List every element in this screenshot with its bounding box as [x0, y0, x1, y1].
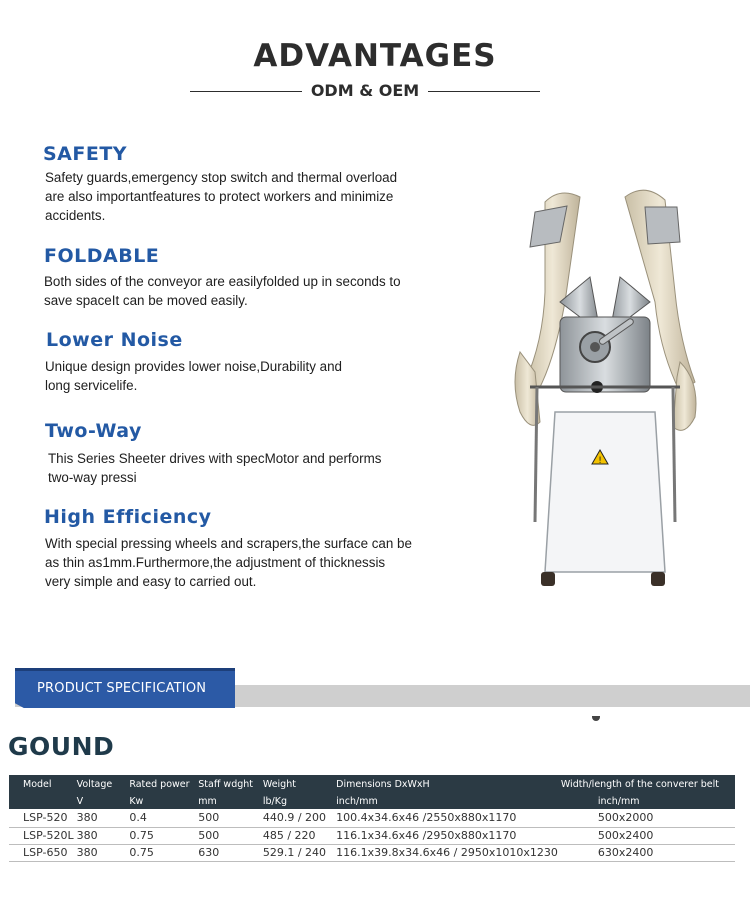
spec-banner-label: PRODUCT SPECIFICATION: [37, 681, 207, 696]
unit-staff-width: mm: [195, 793, 260, 809]
feature-title: Two-Way: [45, 420, 142, 442]
cell-belt-size: 500x2400: [558, 827, 735, 844]
unit-dimensions: inch/mm: [333, 793, 558, 809]
cell-staff-width: 630: [195, 844, 260, 861]
page-subtitle: ODM & OEM: [310, 81, 420, 100]
feature-two-way: [45, 420, 381, 487]
feature-lower-noise: [46, 329, 342, 395]
header-dimensions: Dimensions DxWxH: [333, 775, 558, 793]
feature-title: Lower Noise: [46, 329, 183, 351]
unit-belt-size: inch/mm: [558, 793, 735, 809]
feature-description: Unique design provides lower noise,Durability and long servicelife.: [45, 359, 342, 393]
header-weight: Weight: [260, 775, 333, 793]
unit-rated-power: Kw: [126, 793, 195, 809]
page-title: ADVANTAGES: [253, 38, 497, 74]
cell-model: LSP-520: [9, 809, 74, 827]
cell-voltage: 380: [74, 827, 127, 844]
unit-model: [9, 793, 74, 809]
header-belt-size: Width/length of the converer belt: [558, 775, 735, 793]
cell-voltage: 380: [74, 809, 127, 827]
cell-voltage: 380: [74, 844, 127, 861]
subtitle-divider-right: [428, 91, 540, 92]
cell-rated-power: 0.4: [126, 809, 195, 827]
cell-staff-width: 500: [195, 827, 260, 844]
header-rated-power: Rated power: [126, 775, 195, 793]
table-header-row: [9, 775, 735, 793]
feature-foldable: [44, 245, 401, 310]
cell-rated-power: 0.75: [126, 827, 195, 844]
feature-title: FOLDABLE: [44, 245, 160, 267]
cell-belt-size: 500x2000: [558, 809, 735, 827]
cell-model: LSP-650: [9, 844, 74, 861]
svg-text:!: !: [598, 456, 602, 466]
dough-sheeter-machine-image: [505, 182, 705, 594]
subtitle-row: [190, 80, 540, 102]
brand-name: GOUND: [8, 732, 115, 761]
cell-weight: 485 / 220: [260, 827, 333, 844]
unit-weight: lb/Kg: [260, 793, 333, 809]
cell-dimensions: 100.4x34.6x46 /2550x880x1170: [333, 809, 558, 827]
cell-rated-power: 0.75: [126, 844, 195, 861]
feature-description: Safety guards,emergency stop switch and thermal overload are also importantfeatures to protect workers and minimize accidents.: [45, 170, 398, 223]
cell-dimensions: 116.1x34.6x46 /2950x880x1170: [333, 827, 558, 844]
feature-description: Both sides of the conveyor are easilyfolded up in seconds to save spaceIt can be moved easily.: [44, 274, 401, 308]
table-row: [9, 827, 735, 844]
spec-banner-tab-edge: [15, 668, 235, 671]
cell-belt-size: 630x2400: [558, 844, 735, 861]
cell-weight: 440.9 / 200: [260, 809, 333, 827]
cell-dimensions: 116.1x39.8x34.6x46 / 2950x1010x1230: [333, 844, 558, 861]
feature-description: With special pressing wheels and scrapers,the surface can be as thin as1mm.Furthermore,the adjustment of thicknessis very simple and easy to carried out.: [45, 536, 412, 589]
feature-high-efficiency: [44, 506, 412, 591]
header-model: Model: [9, 775, 74, 793]
spec-table: [9, 775, 735, 862]
table-row: [9, 809, 735, 827]
cell-weight: 529.1 / 240: [260, 844, 333, 861]
unit-voltage: V: [74, 793, 127, 809]
feature-title: High Efficiency: [44, 506, 212, 528]
header-voltage: Voltage: [74, 775, 127, 793]
decorative-dot: [592, 716, 600, 721]
feature-title: SAFETY: [43, 143, 128, 165]
feature-safety: [43, 143, 397, 225]
table-row: [9, 844, 735, 861]
feature-description: This Series Sheeter drives with specMotor and performs two-way pressi: [48, 451, 382, 485]
header-staff-width: Staff wdght: [195, 775, 260, 793]
cell-model: LSP-520L: [9, 827, 74, 844]
cell-staff-width: 500: [195, 809, 260, 827]
table-units-row: [9, 793, 735, 809]
